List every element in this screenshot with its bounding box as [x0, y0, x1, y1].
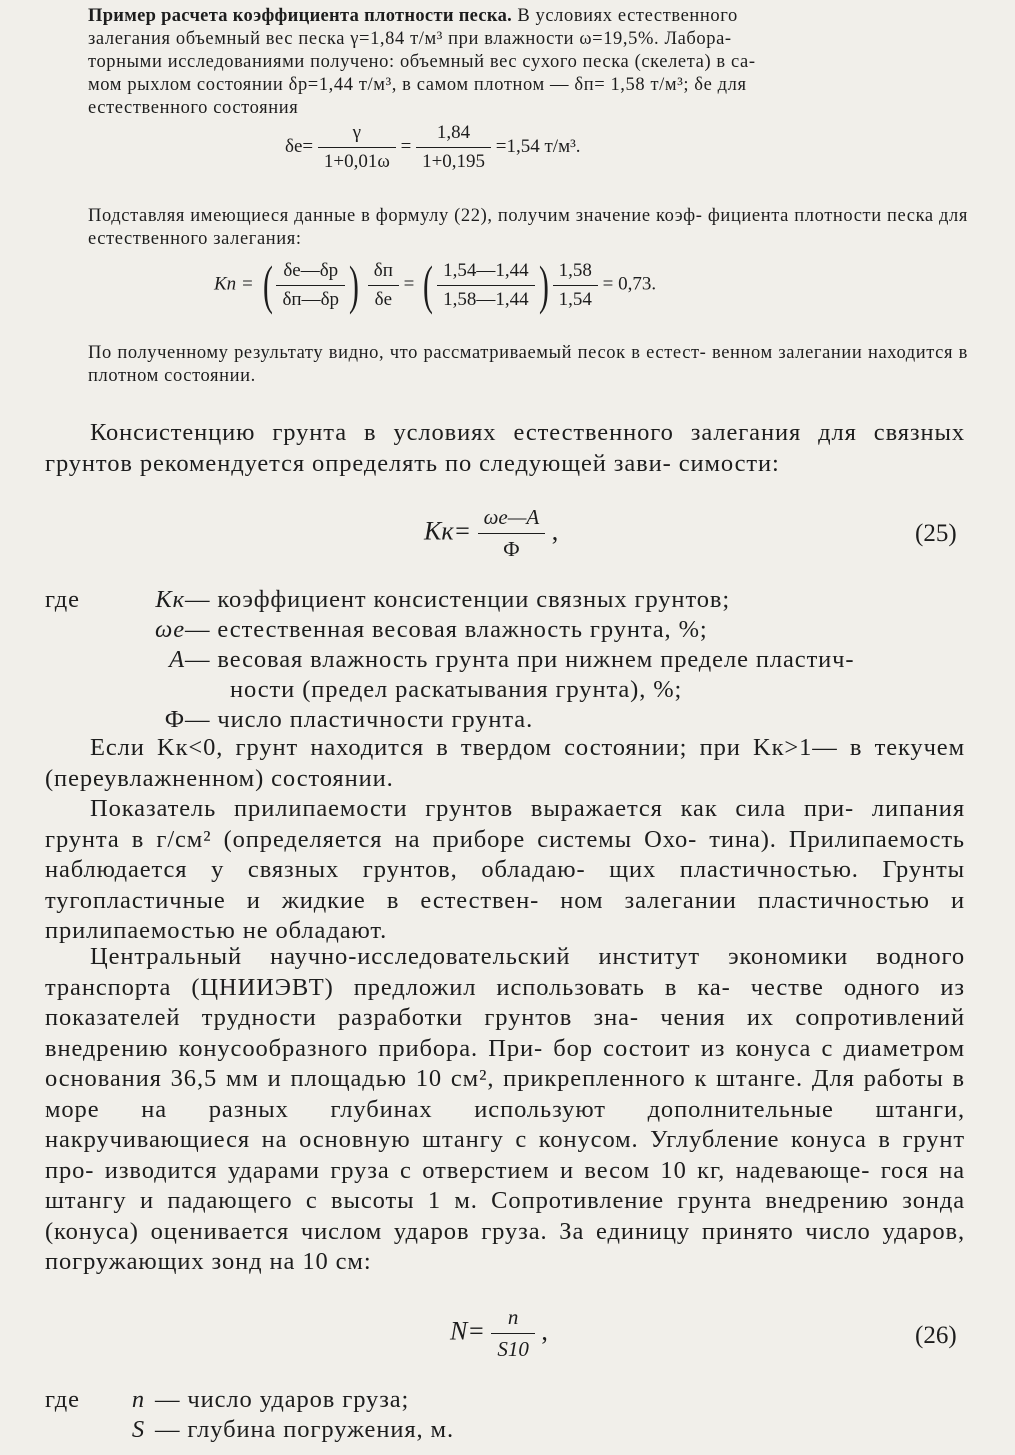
formula-lhs: N=: [450, 1316, 485, 1346]
formula-result: = 0,73.: [602, 273, 657, 295]
list-item: [45, 645, 965, 675]
denominator: δп—δр: [276, 285, 345, 311]
formula-lhs: Kп =: [214, 273, 254, 295]
right-paren: ): [538, 255, 549, 315]
symbol: A: [169, 646, 185, 673]
formula-26: [450, 1305, 548, 1362]
symbol: S: [131, 1416, 145, 1443]
equation-number-26: (26): [915, 1322, 957, 1349]
adhesion-paragraph: Показатель прилипаемости грунтов выражается как сила при- липания грунта в г/см² (определяется на приборе системы Охо- тина). Прилипаемость наблюдается у связных грунтов, обладаю- щих пластичностью. Грунты тугопластичные и жидкие в естествен- ном залегании пластичностью и прилипаемостью не обладают.: [45, 795, 965, 944]
fraction: [553, 260, 598, 311]
description: — весовая влажность грунта при нижнем пределе пластич-: [185, 646, 855, 673]
description: — число ударов груза;: [155, 1386, 410, 1413]
left-paren: (: [262, 255, 273, 315]
example-line-0: В условиях естественного: [517, 6, 738, 26]
example-heading: Пример расчета коэффициента плотности песка.: [88, 6, 513, 26]
denominator: δе: [368, 285, 399, 311]
fraction: [276, 260, 345, 311]
formula-25: [424, 505, 558, 562]
where-word: где: [45, 586, 80, 613]
formula-result: =1,54 т/м³.: [495, 135, 581, 157]
description: — естественная весовая влажность грунта, %;: [185, 616, 708, 643]
example-line-3: мом рыхлом состоянии δр=1,44 т/м³, в самом плотном — δп= 1,58 т/м³; δе для: [88, 75, 747, 95]
symbol: ωe: [155, 616, 185, 643]
right-paren: ): [349, 255, 360, 315]
denominator: Ф: [478, 533, 546, 562]
symbol: Kк: [155, 586, 185, 613]
consistency-paragraph: Консистенцию грунта в условиях естественного залегания для связных грунтов рекомендуется определять по следующей зави- симости:: [45, 419, 965, 477]
numerator: ωe—A: [483, 505, 540, 529]
list-item: [45, 705, 965, 735]
equals-sign: =: [403, 273, 415, 295]
fraction: [437, 260, 535, 311]
description: — глубина погружения, м.: [155, 1416, 454, 1443]
left-paren: (: [423, 255, 434, 315]
symbol: n: [131, 1386, 145, 1413]
numerator: n: [507, 1305, 519, 1329]
symbol: Ф: [164, 706, 185, 733]
denominator: 1,54: [553, 285, 598, 311]
where-word: где: [45, 1386, 80, 1413]
formula-lhs: δе=: [285, 135, 314, 157]
denominator: 1,58—1,44: [437, 285, 535, 311]
list-item: [45, 675, 965, 705]
numerator: 1,54—1,44: [443, 259, 529, 281]
fraction: [416, 122, 491, 173]
where-list-25: [45, 585, 965, 735]
fraction: [368, 260, 399, 311]
where-list-26: [45, 1385, 965, 1445]
denominator: S10: [491, 1333, 535, 1362]
denominator: 1+0,01ω: [318, 147, 396, 173]
numerator: δп: [373, 259, 393, 281]
formula-kp: [214, 255, 657, 315]
conclusion-paragraph: По полученному результату видно, что рассматриваемый песок в естест- венном залегании находится в плотном состоянии.: [88, 343, 968, 386]
numerator: γ: [352, 122, 362, 143]
list-item: [45, 1385, 965, 1415]
description: ности (предел раскатывания грунта), %;: [230, 676, 683, 703]
formula-comma: ,: [541, 1316, 548, 1346]
list-item: [45, 615, 965, 645]
denominator: 1+0,195: [416, 147, 491, 173]
example-line-2: торными исследованиями получено: объемный вес сухого песка (скелета) в са-: [88, 52, 756, 72]
example-paragraph: [88, 5, 968, 120]
equation-number-25: (25): [915, 520, 957, 547]
formula-comma: ,: [551, 516, 559, 546]
list-item: [45, 1415, 965, 1445]
numerator: δе—δр: [283, 259, 339, 281]
equals-sign: =: [400, 135, 412, 157]
description: — число пластичности грунта.: [185, 706, 534, 733]
description: — коэффициент консистенции связных грунтов;: [185, 586, 731, 613]
numerator: 1,84: [436, 122, 471, 143]
example-line-4: естественного состояния: [88, 98, 299, 118]
if-paragraph: Если Kк<0, грунт находится в твердом состоянии; при Kк>1— в текучем (переувлажненном) состоянии.: [45, 734, 965, 792]
institute-paragraph: Центральный научно-исследовательский институт экономики водного транспорта (ЦНИИЭВТ) предложил использовать в ка- честве одного из показателей трудности разработки грунтов зна- чения их сопротивлений внедрению конусообразного прибора. При- бор состоит из конуса с диаметром основания 36,5 мм и площадью 10 см², прикрепленного к штанге. Для работы в море на разных глубинах используют дополнительные штанги, накручивающиеся на основную штангу с конусом. Углубление конуса в грунт про- изводится ударами груза с отверстием и весом 10 кг, надевающе- гося на штангу и падающего с высоты 1 м. Сопротивление грунта внедрению зонда (конуса) оценивается числом ударов груза. За единицу принято число ударов, погружающих зонд на 10 см:: [45, 943, 965, 1275]
substitution-paragraph: Подставляя имеющиеся данные в формулу (22), получим значение коэф- фициента плотности песка для естественного залегания:: [88, 206, 968, 249]
fraction: [491, 1305, 535, 1362]
list-item: [45, 585, 965, 615]
formula-lhs: Kк=: [424, 516, 472, 546]
numerator: 1,58: [558, 259, 592, 281]
fraction: [318, 122, 396, 173]
formula-delta-e: [285, 122, 581, 173]
fraction: [478, 505, 546, 562]
example-line-1: залегания объемный вес песка γ=1,84 т/м³ при влажности ω=19,5%. Лабора-: [88, 29, 732, 49]
